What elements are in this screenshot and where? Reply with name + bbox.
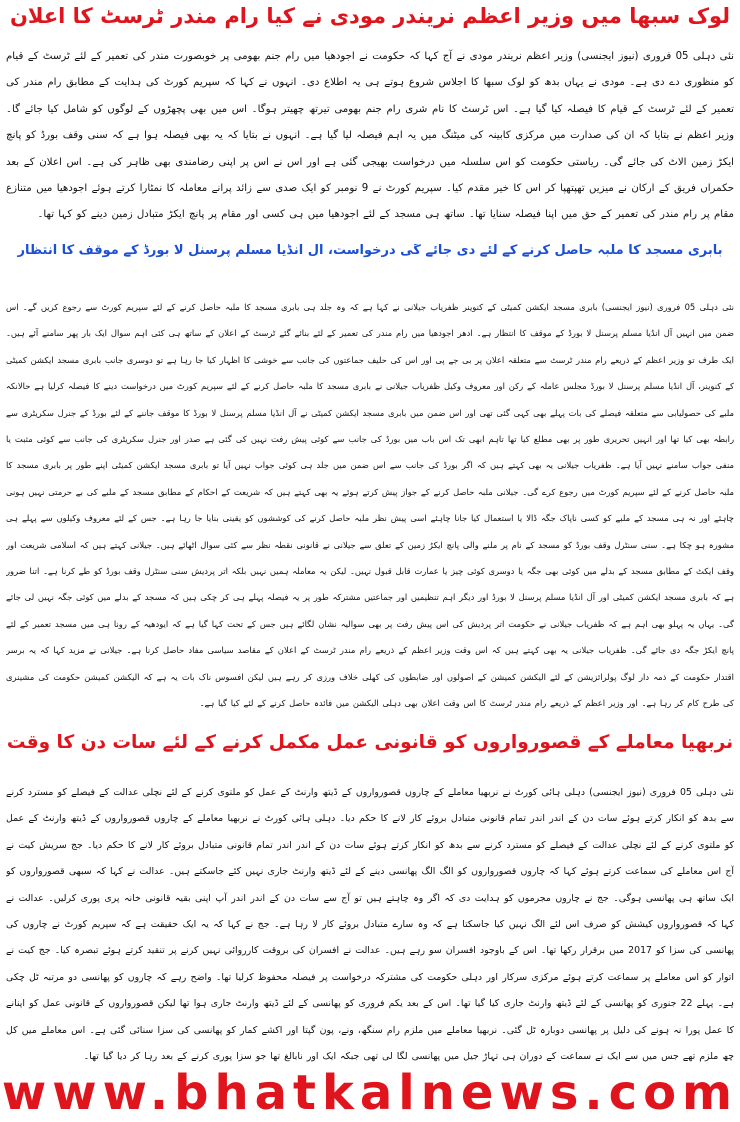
article-headline: نربھیا معاملے کے قصورواروں کو قانونی عمل مکمل کرنے کے لئے سات دن کا وقت: [6, 732, 734, 753]
article-ram-mandir-trust: [6, 4, 734, 240]
article-nirbhaya-case: [6, 732, 734, 1082]
article-headline: لوک سبھا میں وزیر اعظم نریندر مودی نے کیا رام مندر ٹرسٹ کا اعلان: [9, 4, 731, 28]
article-body: نئی دہلی 05 فروری (نیوز ایجنسی) وزیر اعظم نریندر مودی نے آج کہا کہ حکومت نے اجودھیا میں رام جنم بھومی پر خوبصورت مندر کی تعمیر کے لئے ٹرسٹ کے قیام کو منظوری دے دی ہے۔ مودی نے یہاں بدھ کو لوک سبھا کا اجلاس شروع ہوتے ہی یہ اطلاع دی۔ انہوں نے کہا کہ سپریم کورٹ کی ہدایت کے مطابق رام مندر کی تعمیر کے لئے ٹرسٹ کے قیام کا فیصلہ کیا گیا ہے۔ اس ٹرسٹ کا نام شری رام جنم بھومی تیرتھ چھیتر ہوگا۔ اس میں بھی پچھڑوں کے لوگوں کو شامل کیا جائے گا۔ وزیر اعظم نے بتایا کہ ان کی صدارت میں مرکزی کابینہ کی میٹنگ میں یہ اہم فیصلہ لیا گیا ہے۔ انہوں نے بتایا کہ یہ بھی فیصلہ ہوا ہے کہ سنی وقف بورڈ کو پانچ ایکڑ زمین الاٹ کی جائے گی۔ ریاستی حکومت کو اس سلسلہ میں درخواست بھیجی گئی ہے اور اس نے اس پر اپنی رضامندی بھی ظاہر کی ہے۔ اس اعلان کے بعد حکمراں فریق کے ارکان نے میزیں تھپتھپا کر اس کا خیر مقدم کیا۔ سپریم کورٹ نے 9 نومبر کو ایک صدی سے زائد پرانے معاملہ کا نمٹارا کرتے ہوئے اجودھیا میں متنازع مقام پر رام مندر کی تعمیر کے حق میں اپنا فیصلہ سنایا تھا۔ ساتھ ہی مسجد کے لئے اجودھیا میں ہی کسی اور مقام پر پانچ ایکڑ متبادل زمین دینے کو کہا تھا۔: [6, 51, 734, 221]
article-headline: بابری مسجد کا ملبہ حاصل کرنے کے لئے دی جائے گی درخواست، آل انڈیا مسلم پرسنل لا بورڈ کے موقف کا انتظار: [17, 244, 723, 258]
article-body: نئی دہلی 05 فروری (نیوز ایجنسی) بابری مسجد ایکشن کمیٹی کے کنوینر ظفریاب جیلانی نے کہا ہے کہ وہ جلد ہی بابری مسجد کا ملبہ حاصل کرنے کے لئے سپریم کورٹ سے رجوع کریں گے۔ اس ضمن میں انہیں آل انڈیا مسلم پرسنل لا بورڈ کے موقف کا انتظار ہے۔ ادھر اجودھیا میں رام مندر کی تعمیر کے لئے بنائے گئے ٹرسٹ کے اعلان کے ساتھ ہی کئی اہم سوال ایک بار پھر سامنے آئے ہیں۔ ایک طرف تو وزیر اعظم کے ذریعے رام مندر ٹرسٹ سے متعلقہ اعلان پر بی جے پی اور اس کی حلیف جماعتوں کی جانب سے خوشی کا اظہار کیا جا رہا ہے تو دوسری جانب بابری مسجد ایکشن کمیٹی کے کنوینر، آل انڈیا مسلم پرسنل لا بورڈ مجلس عاملہ کے رکن اور معروف وکیل ظفریاب جیلانی نے بابری مسجد کا ملبہ حاصل کرنے کے لئے سپریم کورٹ میں درخواست دینے کا فیصلہ کرلیا ہے حالانکہ ملبے کی حصولیابی سے متعلقہ فیصلے کی بات پہلے بھی کہی گئی تھی اور اس ضمن میں بابری مسجد ایکشن کمیٹی نے آل انڈیا مسلم پرسنل لا بورڈ کا موقف جاننے کے لئے بورڈ کے جنرل سکریٹری سے رابطہ بھی کیا تھا اور انہیں تحریری طور پر بھی مطلع کیا تھا تاہم ابھی تک اس باب میں بورڈ کی جانب سے کوئی پیش رفت نہیں کی گئی ہے صدر اور جنرل سکریٹری کی جانب سے کوئی مثبت یا منفی جواب سامنے نہیں آیا ہے۔ ظفریاب جیلانی یہ بھی کہتے ہیں کہ اگر بورڈ کی جانب سے اس ضمن میں جلد ہی کوئی جواب نہیں آیا تو بابری مسجد ایکشن کمیٹی اپنے طور پر بابری مسجد کا ملبہ حاصل کرنے کے لئے سپریم کورٹ میں رجوع کرے گی۔ جیلانی ملبہ حاصل کرنے کے جواز پیش کرتے ہوئے یہ بھی کہتے ہیں کہ شریعت کے احکام کے مطابق مسجد کے ملبے کی بے حرمتی نہیں ہونی چاہئے اور نہ ہی مسجد کے ملبے کو کسی ناپاک جگہ ڈالا یا استعمال کیا جانا چاہئے اسی پیش نظر ملبہ حاصل کرنے کی کوششوں کو یقینی بنایا جا رہا ہے۔ جس کے لئے معروف وکیلوں سے پہلے ہی مشورہ ہو چکا ہے۔ سنی سنٹرل وقف بورڈ کو مسجد کے نام پر ملنے والی پانچ ایکڑ زمین کے تعلق سے جیلانی نے قانونی نقطہ نظر سے کئی سوال اٹھائے ہیں۔ جیلانی کہتے ہیں کہ اسلامی شریعت اور وقف ایکٹ کے مطابق مسجد کے بدلے میں کوئی بھی جگہ یا دوسری کوئی چیز یا عمارت قابل قبول نہیں۔ لیکن یہ معاملہ ہمیں نہیں بلکہ اتر پردیش سنی سنٹرل وقف بورڈ کو طے کرنا ہے۔ اتنا ضرور ہے کہ بابری مسجد ایکشن کمیٹی اور آل انڈیا مسلم پرسنل لا بورڈ اور دیگر اہم تنظیمیں اور جماعتیں مشترکہ طور پر یہ فیصلہ پہلے ہی کر چکی ہیں کہ مسجد کے بدلے میں کوئی جگہ نہیں لی جائے گی۔ یہاں یہ پہلو بھی اہم ہے کہ ظفریاب جیلانی نے حکومت اتر پردیش کی اس پیش رفت پر بھی سوالیہ نشان لگائے ہیں جس کے تحت کہا گیا ہے کہ ایودھیہ کے رونا ہی میں مسجد تعمیر کے لئے پانچ ایکڑ جگہ دی جائے گی۔ ظفریاب جیلانی یہ بھی کہتے ہیں کہ اس وقت وزیر اعظم کے ذریعے رام مندر ٹرسٹ کے اعلان کے مقاصد سیاسی مفاد حاصل کرنا ہے۔ جیلانی نے مزید کہا کہ یہ برسر اقتدار حکومت کے ذمہ دار لوگ پولرائزیشن کے لئے الیکشن کمیشن کے اصولوں اور ضابطوں کی کھلی خلاف ورزی کر رہے ہیں لیکن افسوس ناک بات یہ ہے کہ الیکشن کمیشن حکومت کی مشینری کی طرح کام کر رہا ہے۔ اور وزیر اعظم کے ذریعے رام مندر ٹرسٹ کا اس وقت اعلان بھی دہلی الیکشن میں فائدہ حاصل کرنے کے لئے کیا گیا ہے۔: [6, 302, 734, 709]
article-body: نئی دہلی 05 فروری (نیوز ایجنسی) دہلی ہائی کورٹ نے نربھیا معاملے کے چاروں قصورواروں کے ڈیتھ وارنٹ کے عمل کو ملتوی کرنے کے لئے نچلی عدالت کے فیصلے کو مسترد کرنے سے بدھ کو انکار کرتے ہوئے سات دن کے اندر اندر تمام قانونی متبادل بروئے کار لانے کا حکم دیا۔ دہلی ہائی کورٹ نے نربھیا معاملے کے چاروں قصورواروں کے ڈیتھ وارنٹ کے عمل کو ملتوی کرنے کے لئے نچلی عدالت کے فیصلے کو مسترد کرنے سے بدھ کو انکار کرتے ہوئے سات دن کے اندر اندر تمام قانونی متبادل بروئے کار لانے کا حکم دیا۔ جج سریش کیت نے آج اس معاملے کی سماعت کرتے ہوئے کہا کہ چاروں قصورواروں کو الگ الگ پھانسی دینے کے لئے ڈیتھ وارنٹ جاری نہیں کئے جاسکتے ہیں۔ عدالت نے کہا کہ سبھی قصورواروں کو ایک ساتھ ہی پھانسی ہوگی۔ جج نے چاروں مجرموں کو ہدایت دی کہ اگر وہ چاہتے ہیں تو آج سے سات دن کے اندر اندر آپ اپنی بقیہ قانونی خانہ پری پوری کرلیں۔ عدالت نے کہا کہ قصورواروں کیشش کو صرف اس لئے الگ نہیں کیا جاسکتا ہے کہ وہ سارے متبادل بروئے کار لا رہا ہے۔ جج نے کہا کہ یہ ایک حقیقت ہے کہ سپریم کورٹ نے چاروں کی پھانسی کی سزا کو 2017 میں برقرار رکھا تھا۔ اس کے باوجود افسران سو رہے ہیں۔ عدالت نے افسران کی بروقت کارروائی نہیں کرنے پر تنقید کرتے ہوئے تبصرہ کیا۔ جج کیت نے اتوار کو اس معاملے پر سماعت کرتے ہوئے مرکزی سرکار اور دہلی حکومت کی مشترکہ درخواست پر فیصلہ محفوظ کرلیا تھا۔ واضح رہے کہ چاروں کو پھانسی دو مرتبہ ٹل چکی ہے۔ پہلے 22 جنوری کو پھانسی کے لئے ڈیتھ وارنٹ جاری کیا گیا تھا۔ اس کے بعد یکم فروری کو پھانسی کے لئے ڈیتھ وارنٹ جاری ہوا تھا لیکن قصورواروں کے قانونی عمل کو اپنانے کا عمل پورا نہ ہونے کی دلیل پر پھانسی دوبارہ ٹل گئی۔ نربھیا معاملے میں ملزم رام سنگھ، ونے، پون گپتا اور اکشے کمار کو پھانسی کی سزا سنائی گئی ہے۔ اس معاملے میں کل چھ ملزم تھے جس میں سے ایک نے سماعت کے دوران ہی تہاڑ جیل میں پھانسی لگا لی تھی جبکہ ایک اور نابالغ تھا جو سزا پوری کرنے کے بعد رہا کر دیا گیا تھا۔: [6, 787, 734, 1063]
article-babri-masjid-debris: [6, 244, 734, 740]
footer-website: www.bhatkalnews.com: [1, 1065, 739, 1121]
